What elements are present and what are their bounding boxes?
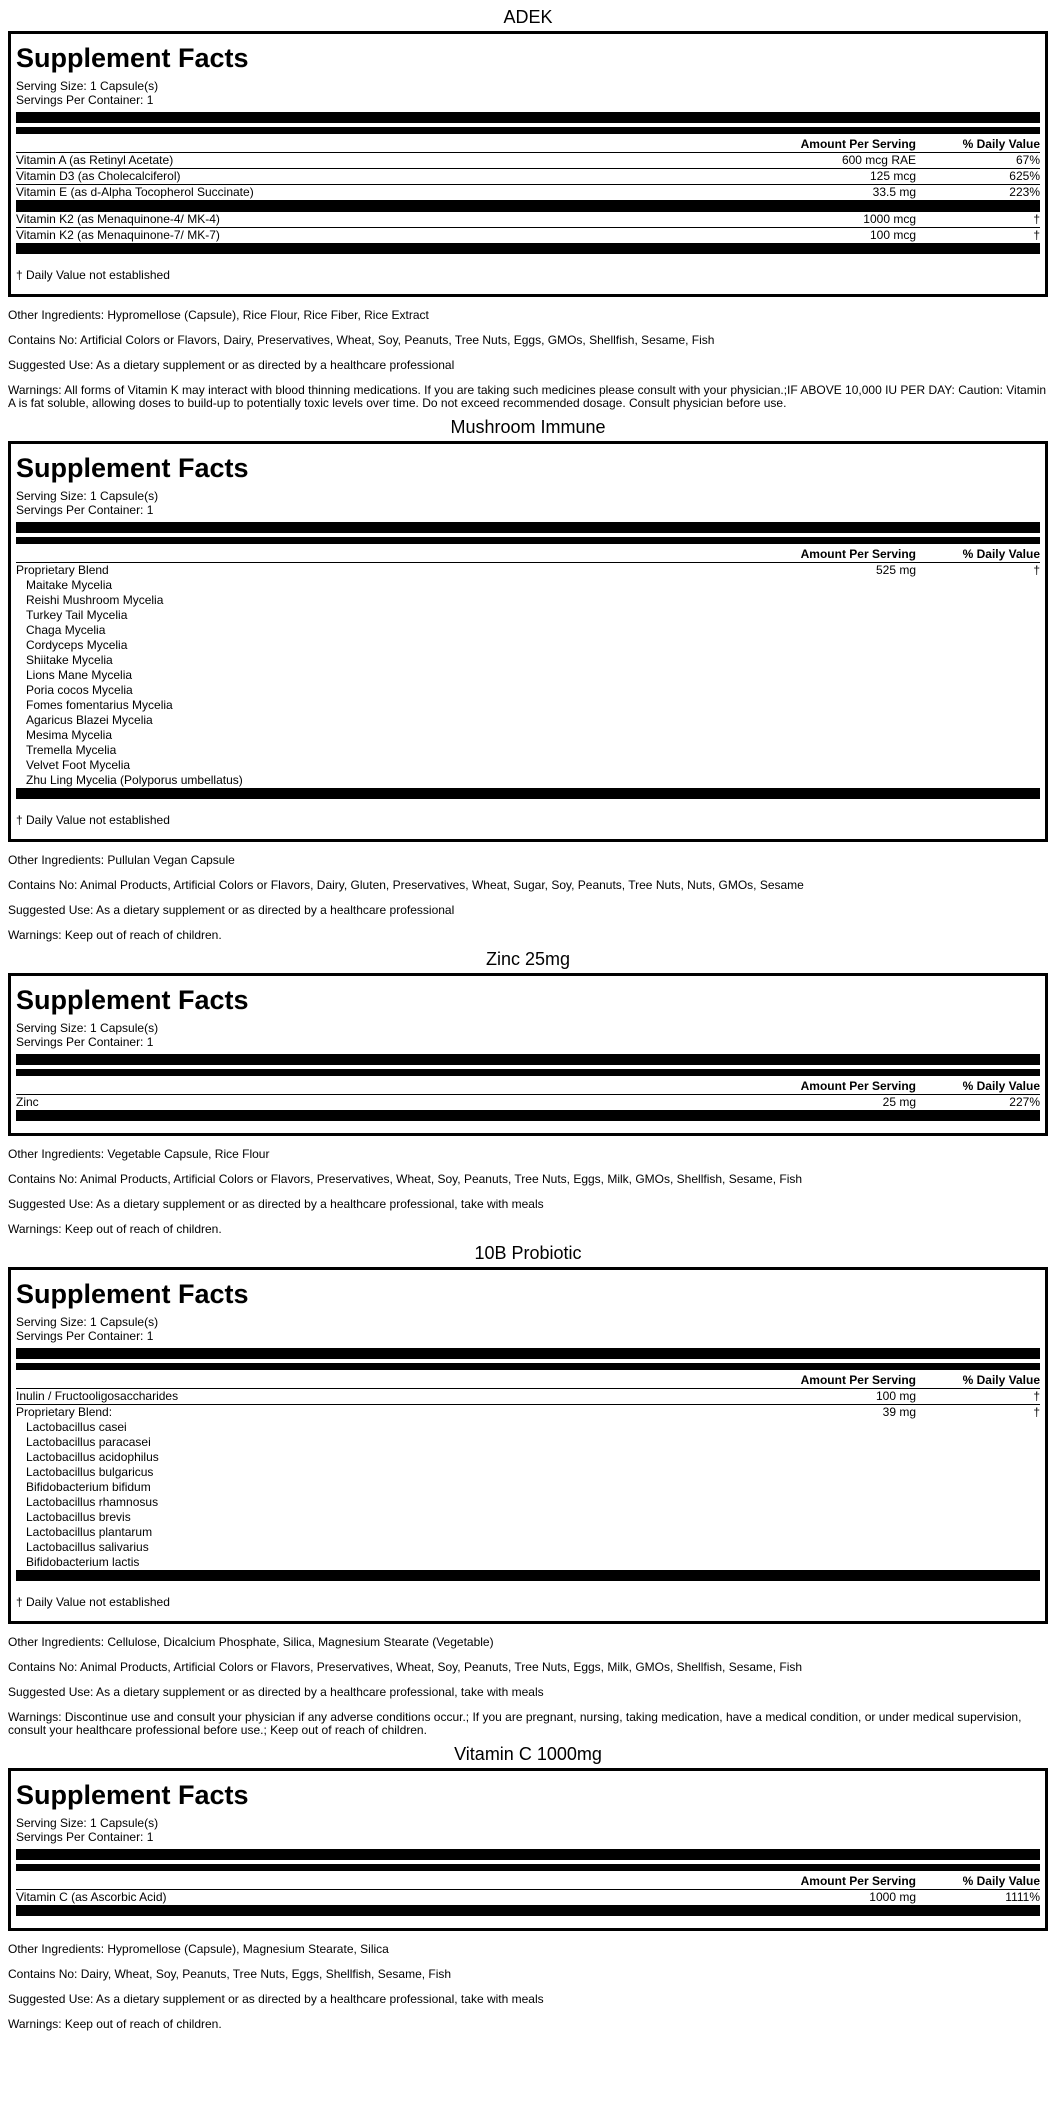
daily-value-header: % Daily Value: [962, 547, 1040, 561]
nutrient-row: [16, 562, 1040, 578]
thick-divider: [16, 112, 1040, 123]
thin-divider: [16, 1864, 1040, 1871]
daily-value-header: % Daily Value: [962, 1079, 1040, 1093]
ingredient-name: Velvet Foot Mycelia: [26, 758, 131, 772]
column-header-spacer: [16, 1078, 716, 1094]
ingredient-amount: [716, 743, 916, 758]
ingredient-name: Agaricus Blazei Mycelia: [26, 713, 153, 727]
ingredient-amount: [716, 1480, 916, 1495]
ingredient-name: Inulin / Fructooligosaccharides: [16, 1389, 179, 1403]
ingredient-amount: [716, 623, 916, 638]
thin-divider: [16, 537, 1040, 544]
sub-ingredient-row: [16, 1540, 1040, 1555]
column-header-spacer: [16, 1372, 716, 1388]
product-section: [8, 1743, 1048, 2031]
nutrient-row: [16, 184, 1040, 200]
amount-per-serving-header: Amount Per Serving: [800, 547, 916, 561]
ingredient-name: Lactobacillus paracasei: [26, 1435, 151, 1449]
ingredient-amount: 39 mg: [882, 1405, 916, 1419]
other-ingredients: Other Ingredients: Hypromellose (Capsule), Rice Flour, Rice Fiber, Rice Extract: [8, 308, 429, 322]
sub-ingredient-row: [16, 1495, 1040, 1510]
thick-divider: [16, 1348, 1040, 1359]
bottom-divider: [16, 1905, 1040, 1916]
ingredient-amount: 25 mg: [882, 1095, 916, 1109]
facts-heading: Supplement Facts: [16, 43, 249, 73]
facts-heading: Supplement Facts: [16, 453, 249, 483]
warnings: Warnings: Keep out of reach of children.: [8, 1222, 222, 1236]
thick-divider: [16, 1054, 1040, 1065]
ingredient-amount: [716, 1450, 916, 1465]
sub-ingredient-row: [16, 653, 1040, 668]
serving-size: Serving Size: 1 Capsule(s): [16, 79, 159, 93]
sub-ingredient-row: [16, 713, 1040, 728]
ingredient-name: Lactobacillus acidophilus: [26, 1450, 159, 1464]
product-section: [8, 1242, 1048, 1737]
suggested-use: Suggested Use: As a dietary supplement or as directed by a healthcare professional, take with meals: [8, 1685, 544, 1699]
suggested-use: Suggested Use: As a dietary supplement or as directed by a healthcare professional: [8, 358, 455, 372]
ingredient-daily-value: [916, 683, 1040, 698]
ingredient-amount: [716, 1420, 916, 1435]
column-header-spacer: [16, 136, 716, 152]
sub-ingredient-row: [16, 578, 1040, 593]
ingredient-amount: [716, 668, 916, 683]
ingredient-amount: [716, 698, 916, 713]
sub-ingredient-row: [16, 1525, 1040, 1540]
ingredient-daily-value: 67%: [1015, 153, 1040, 167]
thick-divider: [16, 1849, 1040, 1860]
ingredient-name: Reishi Mushroom Mycelia: [26, 593, 164, 607]
ingredient-name: Vitamin E (as d-Alpha Tocopherol Succinate): [16, 185, 254, 199]
column-header-spacer: [16, 1873, 716, 1889]
ingredient-name: Cordyceps Mycelia: [26, 638, 128, 652]
ingredient-daily-value: [916, 728, 1040, 743]
ingredient-name: Lactobacillus casei: [26, 1420, 127, 1434]
ingredient-daily-value: [916, 1450, 1040, 1465]
other-ingredients: Other Ingredients: Vegetable Capsule, Rice Flour: [8, 1147, 270, 1161]
ingredient-amount: [716, 1435, 916, 1450]
ingredient-daily-value: †: [1033, 212, 1040, 226]
ingredient-daily-value: [916, 1555, 1040, 1570]
sub-ingredient-row: [16, 608, 1040, 623]
facts-heading: Supplement Facts: [16, 985, 249, 1015]
ingredient-amount: 1000 mcg: [863, 212, 916, 226]
ingredient-amount: [716, 773, 916, 788]
product-section: [8, 948, 1048, 1236]
amount-per-serving-header: Amount Per Serving: [800, 1373, 916, 1387]
bottom-divider: [16, 788, 1040, 799]
ingredient-name: Lactobacillus plantarum: [26, 1525, 153, 1539]
product-title: Mushroom Immune: [450, 417, 606, 437]
ingredient-daily-value: [916, 698, 1040, 713]
serving-size: Serving Size: 1 Capsule(s): [16, 489, 159, 503]
contains-no: Contains No: Animal Products, Artificial Colors or Flavors, Preservatives, Wheat, Soy, Peanuts, Tree Nuts, Eggs, Milk, GMOs, Shellfish, Sesame, Fish: [8, 1172, 803, 1186]
product-title: Zinc 25mg: [485, 949, 571, 969]
supplement-facts-panel: [8, 441, 1048, 842]
ingredient-name: Lactobacillus salivarius: [26, 1540, 149, 1554]
thin-divider: [16, 127, 1040, 134]
thin-divider: [16, 1363, 1040, 1370]
ingredient-name: Vitamin C (as Ascorbic Acid): [16, 1890, 167, 1904]
ingredient-amount: [716, 1525, 916, 1540]
servings-per-container: Servings Per Container: 1: [16, 1830, 154, 1844]
ingredient-daily-value: [916, 638, 1040, 653]
daily-value-footnote: † Daily Value not established: [16, 268, 170, 282]
sub-ingredient-row: [16, 668, 1040, 683]
warnings: Warnings: Discontinue use and consult your physician if any adverse conditions occur.; If you are pregnant, nursing, taking medication, have a medical condition, or under medical supervision, consult your healthcare professional before use.; Keep out of reach of children.: [8, 1710, 1022, 1737]
ingredient-amount: 100 mg: [875, 1389, 916, 1403]
servings-per-container: Servings Per Container: 1: [16, 93, 154, 107]
ingredient-name: Tremella Mycelia: [26, 743, 117, 757]
ingredient-name: Zhu Ling Mycelia (Polyporus umbellatus): [26, 773, 243, 787]
sub-ingredient-row: [16, 1465, 1040, 1480]
thick-divider: [16, 522, 1040, 533]
ingredient-daily-value: †: [1033, 1405, 1040, 1419]
ingredient-daily-value: 625%: [1009, 169, 1040, 183]
daily-value-header: % Daily Value: [962, 137, 1040, 151]
daily-value-footnote: † Daily Value not established: [16, 1595, 170, 1609]
sub-ingredient-row: [16, 1450, 1040, 1465]
ingredient-daily-value: [916, 758, 1040, 773]
ingredient-amount: [716, 653, 916, 668]
ingredient-daily-value: [916, 578, 1040, 593]
ingredient-amount: 33.5 mg: [872, 185, 916, 199]
serving-size: Serving Size: 1 Capsule(s): [16, 1816, 159, 1830]
ingredient-name: Lactobacillus brevis: [26, 1510, 131, 1524]
ingredient-daily-value: [916, 1540, 1040, 1555]
servings-per-container: Servings Per Container: 1: [16, 1329, 154, 1343]
nutrient-row: [16, 168, 1040, 184]
suggested-use: Suggested Use: As a dietary supplement or as directed by a healthcare professional, take with meals: [8, 1197, 544, 1211]
amount-per-serving-header: Amount Per Serving: [800, 1079, 916, 1093]
ingredient-name: Lactobacillus bulgaricus: [26, 1465, 154, 1479]
ingredient-daily-value: 1111%: [1005, 1890, 1040, 1904]
ingredient-daily-value: [916, 653, 1040, 668]
ingredient-amount: 125 mcg: [869, 169, 916, 183]
ingredient-name: Proprietary Blend: [16, 563, 109, 577]
ingredient-amount: [716, 1495, 916, 1510]
ingredient-amount: [716, 608, 916, 623]
ingredient-daily-value: [916, 1525, 1040, 1540]
nutrient-row: [16, 152, 1040, 168]
ingredient-name: Vitamin D3 (as Cholecalciferol): [16, 169, 181, 183]
other-ingredients: Other Ingredients: Hypromellose (Capsule), Magnesium Stearate, Silica: [8, 1942, 389, 1956]
ingredient-daily-value: [916, 1465, 1040, 1480]
daily-value-header: % Daily Value: [962, 1373, 1040, 1387]
ingredient-amount: [716, 1510, 916, 1525]
ingredient-name: Zinc: [16, 1095, 39, 1109]
ingredient-daily-value: [916, 743, 1040, 758]
column-header-row: [16, 1078, 1040, 1094]
column-header-row: [16, 546, 1040, 562]
column-header-row: [16, 1873, 1040, 1889]
ingredient-amount: 525 mg: [875, 563, 916, 577]
sub-ingredient-row: [16, 593, 1040, 608]
sub-ingredient-row: [16, 728, 1040, 743]
ingredient-amount: [716, 758, 916, 773]
ingredient-daily-value: 227%: [1009, 1095, 1040, 1109]
sub-ingredient-row: [16, 638, 1040, 653]
ingredient-name: Mesima Mycelia: [26, 728, 113, 742]
nutrient-row: [16, 1404, 1040, 1420]
ingredient-name: Chaga Mycelia: [26, 623, 106, 637]
ingredient-daily-value: †: [1033, 563, 1040, 577]
ingredient-daily-value: †: [1033, 228, 1040, 242]
other-ingredients: Other Ingredients: Cellulose, Dicalcium Phosphate, Silica, Magnesium Stearate (Vegetable): [8, 1635, 494, 1649]
other-ingredients: Other Ingredients: Pullulan Vegan Capsule: [8, 853, 235, 867]
ingredient-daily-value: [916, 593, 1040, 608]
sub-ingredient-row: [16, 683, 1040, 698]
column-header-spacer: [16, 546, 716, 562]
sub-ingredient-row: [16, 1420, 1040, 1435]
column-header-row: [16, 1372, 1040, 1388]
supplement-facts-panel: [8, 1768, 1048, 1931]
ingredient-daily-value: [916, 1510, 1040, 1525]
product-section: [8, 6, 1048, 410]
bottom-divider: [16, 243, 1040, 254]
ingredient-daily-value: [916, 773, 1040, 788]
ingredient-amount: [716, 1465, 916, 1480]
contains-no: Contains No: Dairy, Wheat, Soy, Peanuts, Tree Nuts, Eggs, Shellfish, Sesame, Fish: [8, 1967, 452, 1981]
warnings: Warnings: All forms of Vitamin K may interact with blood thinning medications. If you are taking such medicines please consult with your physician.;IF ABOVE 10,000 IU PER DAY: Caution: Vitamin A is fat soluble, allowing doses to build-up to potentially toxic levels over time. Do not exceed recommended dosage. Consult physician before use.: [8, 383, 1047, 410]
nutrient-row: [16, 211, 1040, 227]
ingredient-daily-value: [916, 668, 1040, 683]
ingredient-name: Bifidobacterium bifidum: [26, 1480, 151, 1494]
warnings: Warnings: Keep out of reach of children.: [8, 928, 222, 942]
thin-divider: [16, 1069, 1040, 1076]
serving-size: Serving Size: 1 Capsule(s): [16, 1021, 159, 1035]
sub-ingredient-row: [16, 1480, 1040, 1495]
ingredient-daily-value: [916, 1420, 1040, 1435]
ingredient-amount: [716, 578, 916, 593]
suggested-use: Suggested Use: As a dietary supplement or as directed by a healthcare professional, take with meals: [8, 1992, 544, 2006]
nutrient-row: [16, 227, 1040, 243]
ingredient-daily-value: [916, 713, 1040, 728]
daily-value-footnote: † Daily Value not established: [16, 813, 170, 827]
ingredient-amount: [716, 713, 916, 728]
ingredient-daily-value: 223%: [1009, 185, 1040, 199]
contains-no: Contains No: Animal Products, Artificial Colors or Flavors, Preservatives, Wheat, Soy, Peanuts, Tree Nuts, Eggs, Milk, GMOs, Shellfish, Sesame, Fish: [8, 1660, 803, 1674]
contains-no: Contains No: Animal Products, Artificial Colors or Flavors, Dairy, Gluten, Preservatives, Wheat, Sugar, Soy, Peanuts, Tree Nuts, Nuts, GMOs, Sesame: [8, 878, 804, 892]
servings-per-container: Servings Per Container: 1: [16, 503, 154, 517]
facts-heading: Supplement Facts: [16, 1279, 249, 1309]
servings-per-container: Servings Per Container: 1: [16, 1035, 154, 1049]
ingredient-name: Lions Mane Mycelia: [26, 668, 133, 682]
ingredient-amount: [716, 1555, 916, 1570]
ingredient-name: Maitake Mycelia: [26, 578, 113, 592]
ingredient-amount: [716, 638, 916, 653]
serving-size: Serving Size: 1 Capsule(s): [16, 1315, 159, 1329]
nutrient-row: [16, 1094, 1040, 1110]
supplement-facts-panel: [8, 1267, 1048, 1624]
column-header-row: [16, 136, 1040, 152]
sub-ingredient-row: [16, 623, 1040, 638]
sub-ingredient-row: [16, 773, 1040, 788]
daily-value-header: % Daily Value: [962, 1874, 1040, 1888]
product-title: 10B Probiotic: [474, 1243, 582, 1263]
sub-ingredient-row: [16, 1510, 1040, 1525]
ingredient-name: Shiitake Mycelia: [26, 653, 113, 667]
document-page: [0, 6, 1056, 2031]
ingredient-daily-value: †: [1033, 1389, 1040, 1403]
nutrient-row: [16, 1889, 1040, 1905]
ingredient-daily-value: [916, 1495, 1040, 1510]
product-title: Vitamin C 1000mg: [454, 1744, 602, 1764]
ingredient-name: Vitamin K2 (as Menaquinone-4/ MK-4): [16, 212, 220, 226]
ingredient-daily-value: [916, 623, 1040, 638]
ingredient-name: Proprietary Blend:: [16, 1405, 113, 1419]
nutrient-row: [16, 1388, 1040, 1404]
ingredient-name: Vitamin K2 (as Menaquinone-7/ MK-7): [16, 228, 220, 242]
ingredient-amount: [716, 1540, 916, 1555]
ingredient-amount: [716, 683, 916, 698]
ingredient-name: Vitamin A (as Retinyl Acetate): [16, 153, 174, 167]
supplement-facts-panel: [8, 973, 1048, 1136]
sub-ingredient-row: [16, 698, 1040, 713]
ingredient-daily-value: [916, 608, 1040, 623]
ingredient-name: Fomes fomentarius Mycelia: [26, 698, 173, 712]
ingredient-amount: [716, 728, 916, 743]
suggested-use: Suggested Use: As a dietary supplement or as directed by a healthcare professional: [8, 903, 455, 917]
amount-per-serving-header: Amount Per Serving: [800, 137, 916, 151]
ingredient-amount: 1000 mg: [869, 1890, 916, 1904]
ingredient-daily-value: [916, 1435, 1040, 1450]
warnings: Warnings: Keep out of reach of children.: [8, 2017, 222, 2031]
sub-ingredient-row: [16, 1555, 1040, 1570]
ingredient-daily-value: [916, 1480, 1040, 1495]
group-divider: [16, 200, 1040, 211]
ingredient-amount: 100 mcg: [869, 228, 916, 242]
ingredient-name: Lactobacillus rhamnosus: [26, 1495, 159, 1509]
ingredient-amount: 600 mcg RAE: [841, 153, 916, 167]
ingredient-name: Bifidobacterium lactis: [26, 1555, 140, 1569]
facts-heading: Supplement Facts: [16, 1780, 249, 1810]
sub-ingredient-row: [16, 1435, 1040, 1450]
amount-per-serving-header: Amount Per Serving: [800, 1874, 916, 1888]
ingredient-amount: [716, 593, 916, 608]
product-section: [8, 416, 1048, 942]
ingredient-name: Poria cocos Mycelia: [26, 683, 133, 697]
sub-ingredient-row: [16, 743, 1040, 758]
bottom-divider: [16, 1570, 1040, 1581]
contains-no: Contains No: Artificial Colors or Flavors, Dairy, Preservatives, Wheat, Soy, Peanuts, Tree Nuts, Eggs, GMOs, Shellfish, Sesame, Fish: [8, 333, 715, 347]
sub-ingredient-row: [16, 758, 1040, 773]
ingredient-name: Turkey Tail Mycelia: [26, 608, 128, 622]
product-title: ADEK: [503, 7, 553, 27]
supplement-facts-panel: [8, 31, 1048, 297]
bottom-divider: [16, 1110, 1040, 1121]
